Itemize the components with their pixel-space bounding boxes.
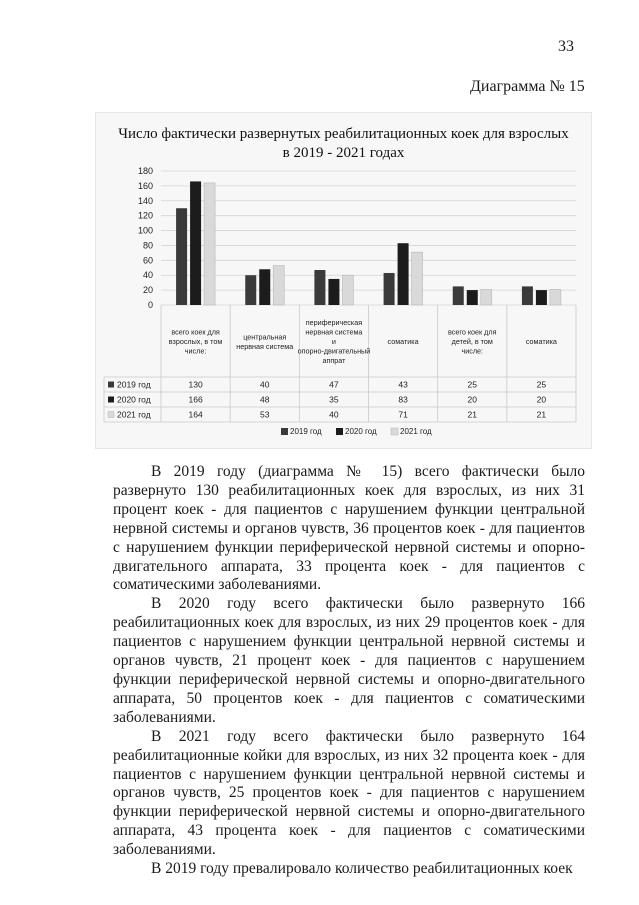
legend-label-1: 2019 год — [290, 427, 322, 436]
category-label-5: всего коек для детей, в том числе: — [448, 327, 497, 356]
y-tick-label: 180 — [137, 166, 153, 176]
y-tick-label: 20 — [142, 285, 153, 296]
category-label-4: соматика — [387, 337, 419, 346]
bar-2-2 — [259, 269, 270, 305]
legend-key-2 — [336, 428, 343, 435]
bar-1-5 — [453, 286, 464, 305]
table-value-3-1: 164 — [188, 409, 203, 420]
table-series-key-1 — [108, 382, 114, 388]
y-tick-label: 160 — [137, 180, 153, 191]
bar-3-3 — [342, 275, 353, 305]
bar-3-5 — [481, 289, 492, 305]
bar-1-4 — [384, 273, 395, 305]
table-value-2-4: 83 — [398, 394, 408, 405]
table-series-key-3 — [108, 412, 114, 418]
chart-title: Число фактически развернутых реабилитационных коек для взрослых в 2019 - 2021 годах — [118, 126, 569, 161]
legend-key-1 — [281, 428, 288, 435]
paragraph-2019: В 2019 году (диаграмма № 15) всего фактически было развернуто 130 реабилитационных коек для взрослых, из них 31 процент коек - для пациентов с нарушением функции центральной нервной системы и органов чувств, 36 процентов коек - для пациентов с нарушением функции периферической нервной системы и опорно-двигательного аппарата, 33 процента коек - для пациентов с соматическими заболеваниями. — [113, 463, 585, 594]
table-series-key-2 — [108, 397, 114, 403]
diagram-label: Диаграмма № 15 — [470, 78, 585, 95]
category-label-6: соматика — [525, 337, 557, 346]
y-tick-label: 120 — [137, 210, 153, 221]
table-value-2-6: 20 — [536, 394, 547, 405]
table-value-1-3: 47 — [329, 379, 339, 390]
bar-2-4 — [398, 243, 409, 305]
page-number: 33 — [558, 38, 574, 55]
legend-label-2: 2020 год — [345, 427, 377, 436]
y-tick-label: 100 — [137, 225, 153, 236]
legend-key-3 — [391, 428, 398, 435]
table-series-label-2: 2020 год — [117, 394, 151, 405]
table-series-label-1: 2019 год — [117, 379, 151, 390]
bar-3-6 — [550, 289, 561, 305]
table-series-label-3: 2021 год — [117, 409, 151, 420]
bar-chart — [96, 113, 591, 448]
bar-1-3 — [314, 270, 325, 305]
table-value-3-2: 53 — [260, 409, 270, 420]
bar-3-1 — [204, 183, 215, 305]
table-value-1-4: 43 — [398, 379, 408, 390]
paragraph-2021: В 2021 году всего фактически было развернуто 164 реабилитационные койки для взрослых, из них 32 процента коек - для пациентов с нарушением функции центральной нервной системы и органов чувств, 25 процентов коек - для пациентов с нарушением функции периферической нервной системы и опорно-двигательного аппарата, 43 процента коек - для пациентов с соматическими заболеваниями. — [113, 727, 585, 859]
paragraph-2020: В 2020 году всего фактически было развернуто 166 реабилитационных коек для взрослых, из них 29 процентов коек - для пациентов с нарушением функции центральной нервной системы и органов чувств, 21 процент коек - для пациентов с нарушением функции периферической нервной системы и опорно-двигательного аппарата, 50 процентов коек - для пациентов с соматическими заболеваниями. — [113, 595, 585, 726]
bar-2-1 — [190, 181, 201, 305]
category-label-2: центральная нервная система — [236, 332, 294, 351]
bar-2-5 — [467, 290, 478, 305]
table-value-2-1: 166 — [188, 394, 203, 405]
table-value-1-6: 25 — [536, 379, 547, 390]
y-tick-label: 40 — [142, 270, 153, 281]
body-text — [113, 463, 585, 879]
bar-3-4 — [412, 252, 423, 305]
paragraph-continuation: В 2019 году превалировало количество реабилитационных коек — [151, 860, 573, 878]
table-value-1-1: 130 — [188, 379, 203, 390]
table-value-1-5: 25 — [467, 379, 477, 390]
table-value-1-2: 40 — [260, 379, 270, 390]
table-value-3-5: 21 — [467, 409, 477, 420]
table-value-2-5: 20 — [467, 394, 477, 405]
table-value-3-6: 21 — [536, 409, 547, 420]
y-tick-label: 60 — [142, 255, 153, 266]
legend-label-3: 2021 год — [400, 427, 432, 436]
table-value-3-3: 40 — [329, 409, 339, 420]
category-label-1: всего коек для взрослых, в том числе: — [168, 327, 223, 356]
y-tick-label: 80 — [142, 240, 153, 251]
y-tick-label: 0 — [147, 300, 153, 310]
bar-1-6 — [522, 286, 533, 305]
y-tick-label: 140 — [137, 195, 153, 206]
bar-1-2 — [245, 275, 256, 305]
table-value-3-4: 71 — [398, 409, 408, 420]
chart-container — [95, 112, 592, 449]
table-value-2-2: 48 — [260, 394, 270, 405]
bar-3-2 — [273, 266, 284, 305]
bar-2-6 — [536, 290, 547, 305]
bar-1-1 — [176, 208, 187, 305]
category-label-3: периферическая нервная система и опорно-двигательный аппрат — [297, 318, 371, 365]
table-value-2-3: 35 — [329, 394, 339, 405]
bar-2-3 — [328, 279, 339, 305]
